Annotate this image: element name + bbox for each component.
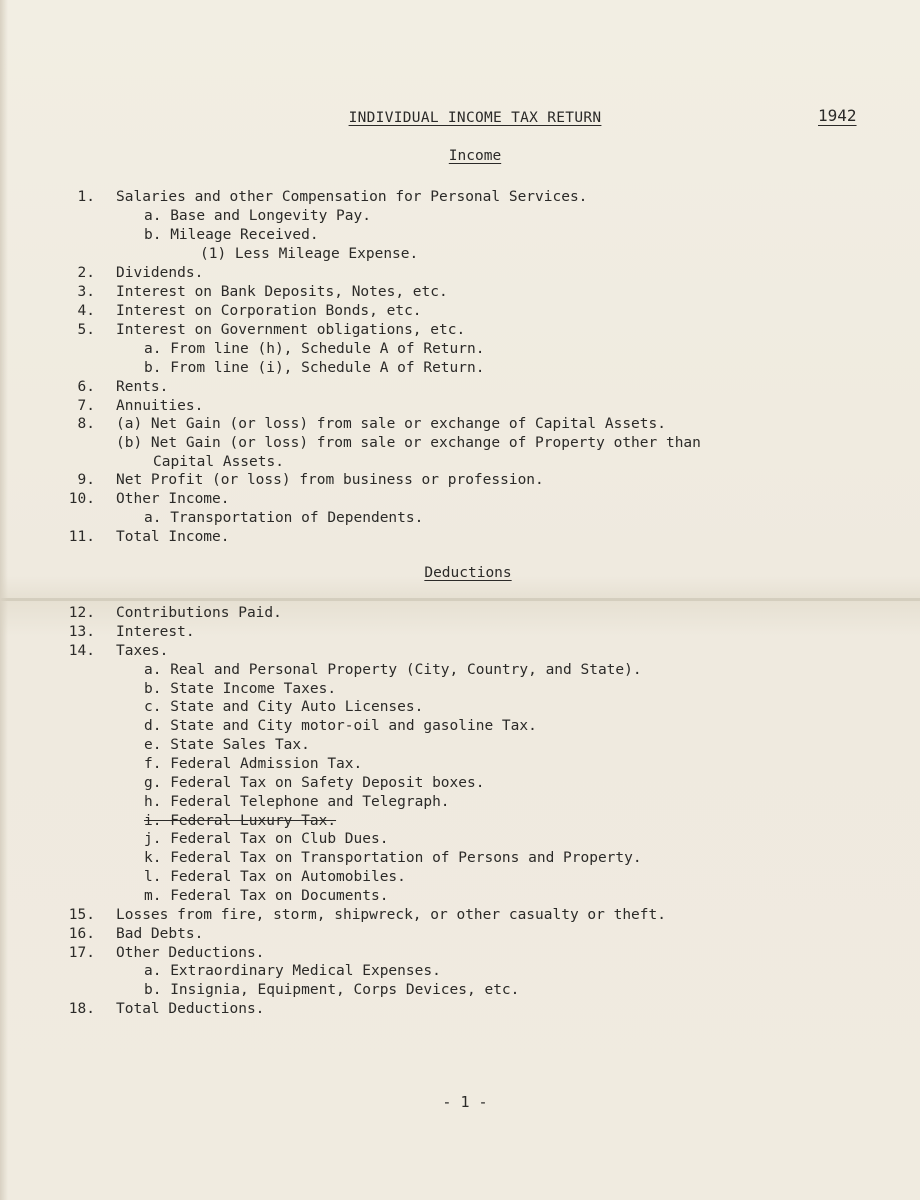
deduction-line-text: Taxes. [116, 643, 169, 659]
income-line-text: Interest on Government obligations, etc. [116, 322, 466, 338]
page-number: - 1 - [442, 1093, 488, 1111]
income-line-number: 4. [77, 303, 95, 319]
deduction-line-number: 14. [68, 643, 95, 659]
income-line-number: 5. [77, 322, 95, 338]
income-line-number: 6. [77, 379, 95, 395]
deduction-line-text: Total Deductions. [116, 1001, 265, 1017]
deduction-line-text: d. State and City motor-oil and gasoline Tax. [144, 718, 537, 734]
income-line-number: 7. [77, 398, 95, 414]
deduction-line-text: b. Insignia, Equipment, Corps Devices, etc. [144, 982, 520, 998]
income-line-text: Interest on Bank Deposits, Notes, etc. [116, 284, 448, 300]
income-line-text: Other Income. [116, 491, 230, 507]
deduction-line-text: c. State and City Auto Licenses. [144, 699, 424, 715]
deduction-line-text: m. Federal Tax on Documents. [144, 888, 389, 904]
income-line-text: Dividends. [116, 265, 204, 281]
deduction-line-text: e. State Sales Tax. [144, 737, 310, 753]
deduction-line-text: j. Federal Tax on Club Dues. [144, 831, 389, 847]
deduction-line-text: l. Federal Tax on Automobiles. [144, 869, 406, 885]
deduction-line-number: 16. [68, 926, 95, 942]
income-line-number: 1. [77, 189, 95, 205]
income-heading: Income [448, 148, 502, 164]
income-line-number: 8. [77, 416, 95, 432]
document-year: 1942 [818, 106, 857, 125]
deduction-line-number: 13. [68, 624, 95, 640]
income-line-text: (a) Net Gain (or loss) from sale or exchange of Capital Assets. [116, 416, 666, 432]
income-line-number: 2. [77, 265, 95, 281]
income-line-text: Total Income. [116, 529, 230, 545]
deduction-line-text: f. Federal Admission Tax. [144, 756, 363, 772]
deduction-line-text: a. Extraordinary Medical Expenses. [144, 963, 441, 979]
income-line-text: Interest on Corporation Bonds, etc. [116, 303, 422, 319]
income-line-text: Net Profit (or loss) from business or profession. [116, 472, 544, 488]
deduction-line-text: Bad Debts. [116, 926, 204, 942]
income-line-number: 3. [77, 284, 95, 300]
income-line-number: 9. [77, 472, 95, 488]
deduction-line-text: g. Federal Tax on Safety Deposit boxes. [144, 775, 485, 791]
income-line-text: a. Transportation of Dependents. [144, 510, 424, 526]
income-line-text: b. Mileage Received. [144, 227, 319, 243]
income-line-text: (1) Less Mileage Expense. [200, 246, 419, 262]
income-line-number: 10. [68, 491, 95, 507]
deduction-line-text: Interest. [116, 624, 195, 640]
deduction-line-text: k. Federal Tax on Transportation of Persons and Property. [144, 850, 642, 866]
paper-edge [0, 0, 8, 1200]
deduction-line-text: a. Real and Personal Property (City, Country, and State). [144, 662, 642, 678]
income-line-text: Rents. [116, 379, 169, 395]
income-line-text: Capital Assets. [153, 454, 284, 470]
deduction-line-text: i. Federal Luxury Tax. [144, 813, 337, 829]
deduction-line-number: 17. [68, 945, 95, 961]
income-line-text: b. From line (i), Schedule A of Return. [144, 360, 485, 376]
income-line-number: 11. [68, 529, 95, 545]
deduction-line-number: 15. [68, 907, 95, 923]
income-line-text: Salaries and other Compensation for Personal Services. [116, 189, 588, 205]
deduction-line-text: Other Deductions. [116, 945, 265, 961]
income-line-text: a. From line (h), Schedule A of Return. [144, 341, 485, 357]
document-title: INDIVIDUAL INCOME TAX RETURN [348, 110, 602, 126]
income-line-text: a. Base and Longevity Pay. [144, 208, 371, 224]
deduction-line-text: Losses from fire, storm, shipwreck, or other casualty or theft. [116, 907, 666, 923]
deduction-line-number: 18. [68, 1001, 95, 1017]
deduction-line-text: b. State Income Taxes. [144, 681, 337, 697]
income-line-text: Annuities. [116, 398, 204, 414]
income-line-text: (b) Net Gain (or loss) from sale or exchange of Property other than [116, 435, 701, 451]
deductions-heading: Deductions [424, 565, 512, 581]
deduction-line-number: 12. [68, 605, 95, 621]
deduction-line-text: h. Federal Telephone and Telegraph. [144, 794, 450, 810]
deduction-line-text: Contributions Paid. [116, 605, 282, 621]
